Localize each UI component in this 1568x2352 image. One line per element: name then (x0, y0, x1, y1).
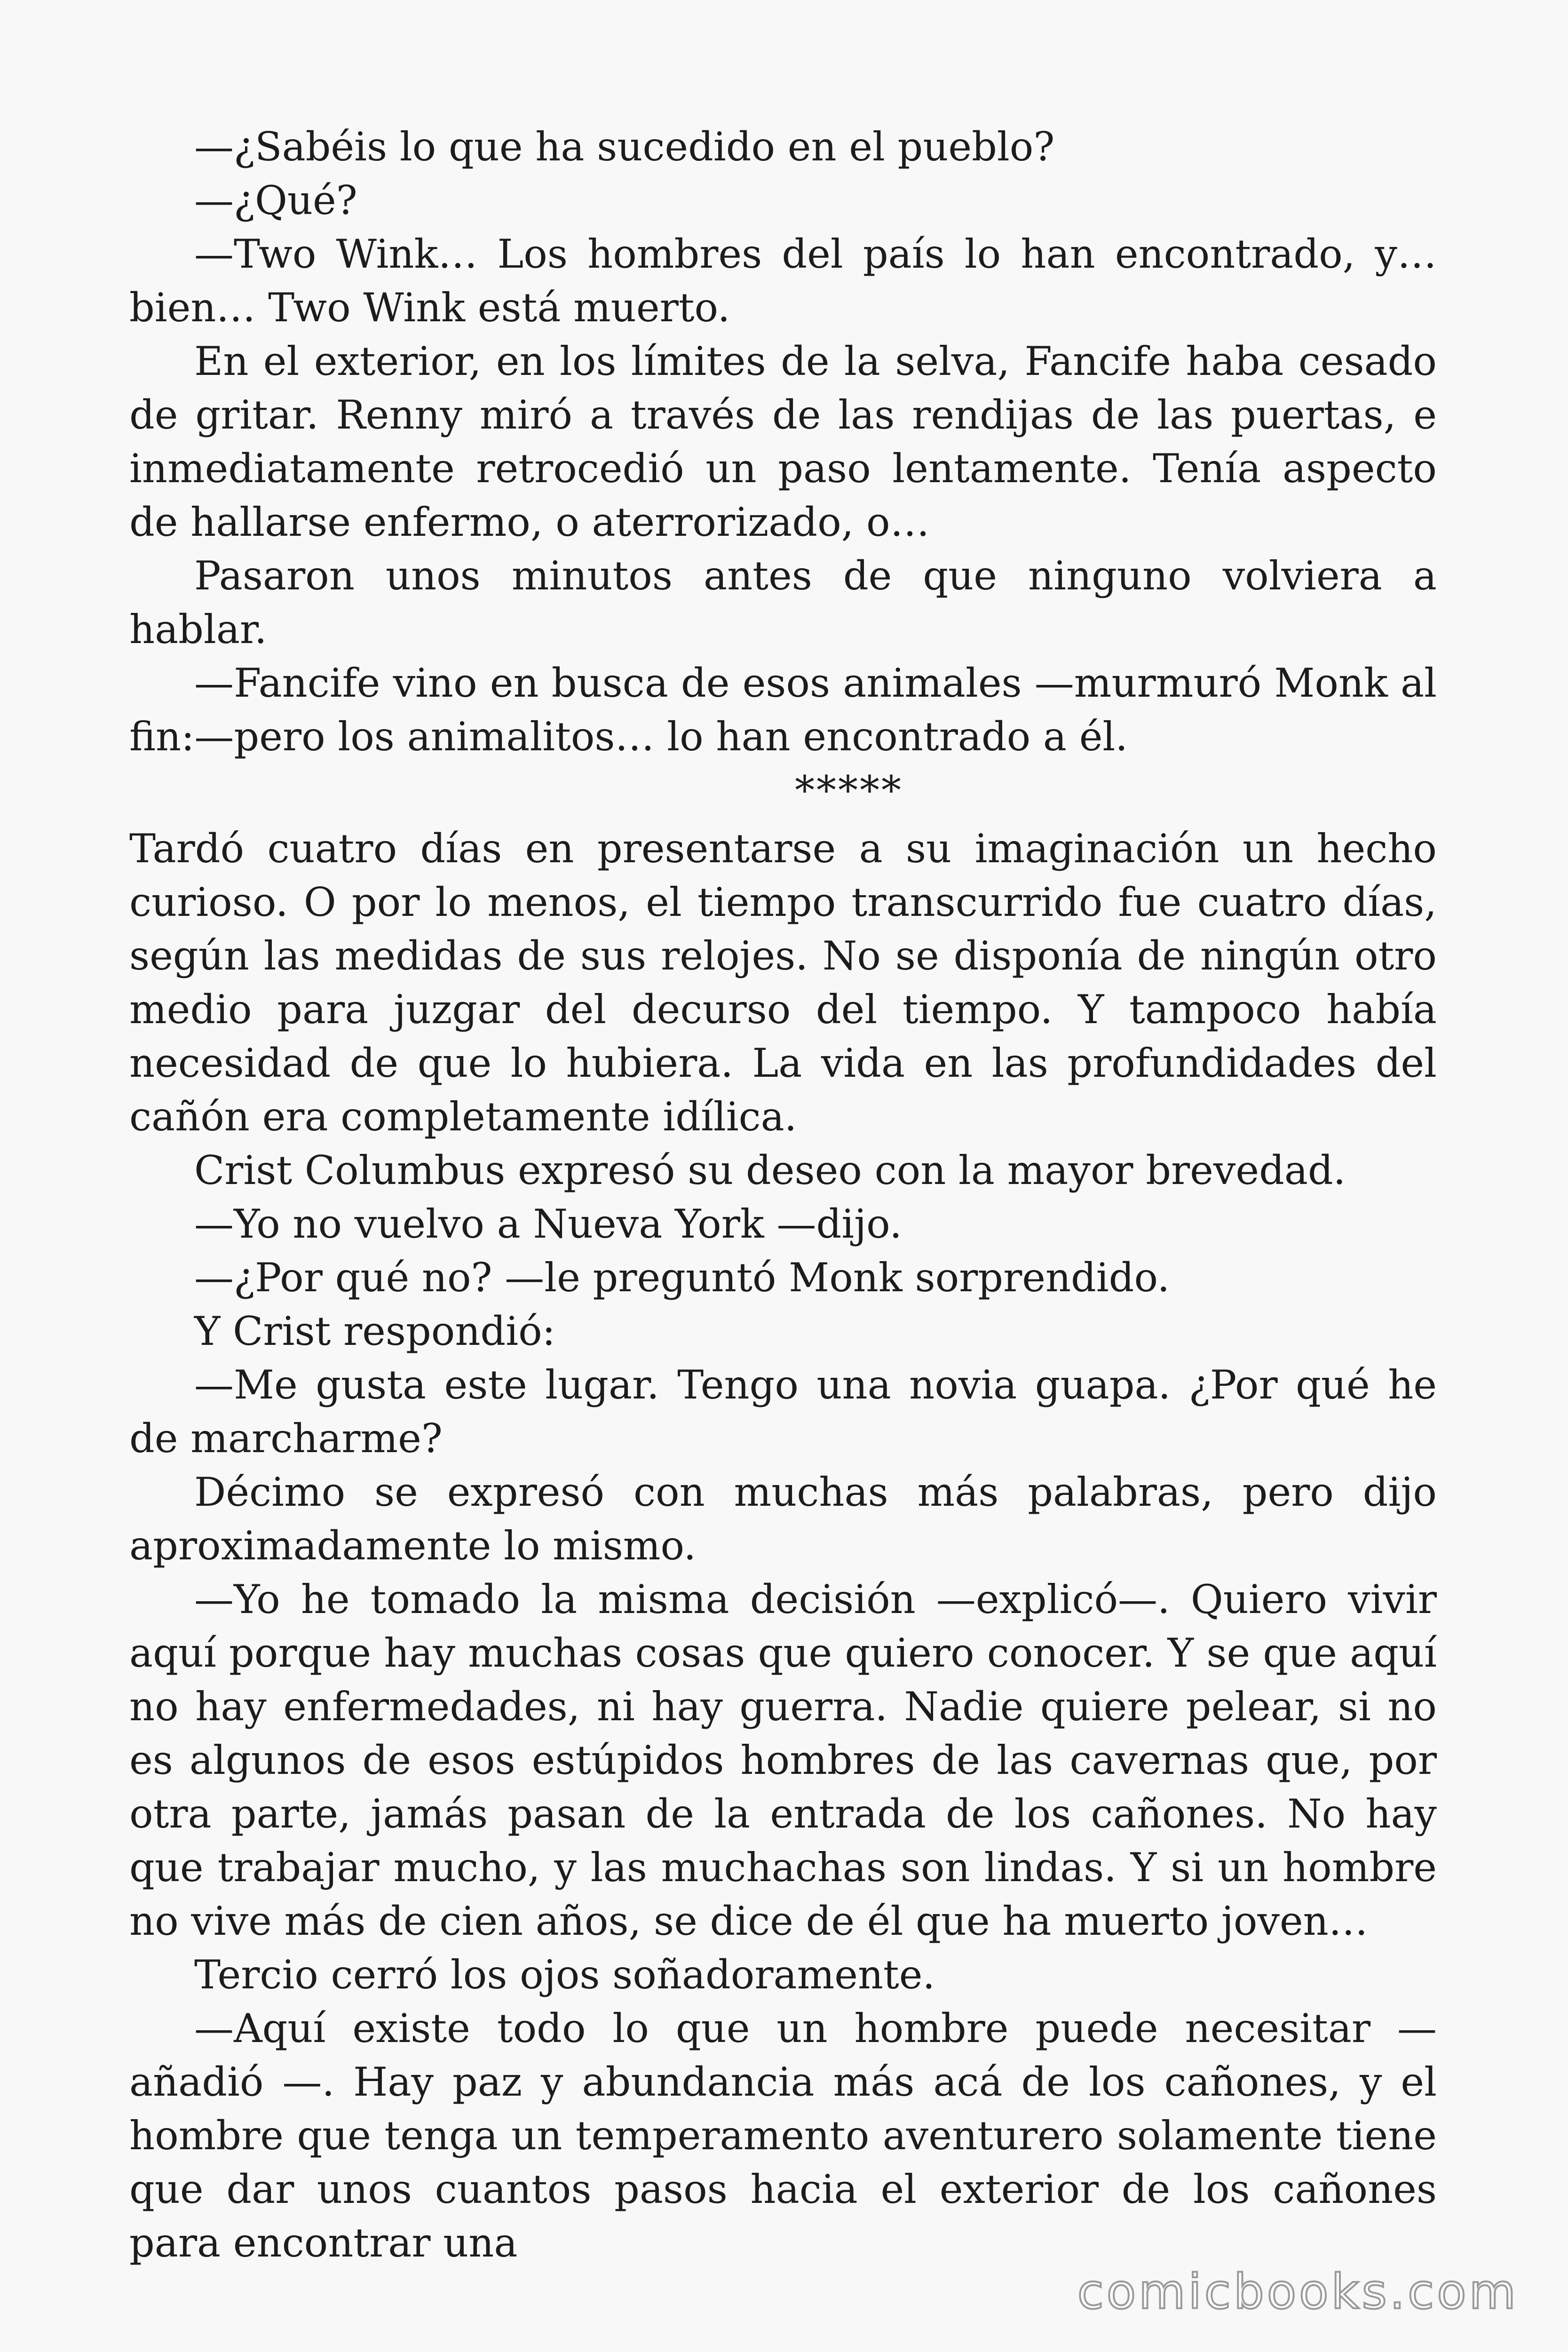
paragraph: —Yo he tomado la misma decisión —explicó—. Quiero vivir aquí porque hay muchas cosas que quiero conocer. Y se que aquí no hay enfermedades, ni hay guerra. Nadie quiere pelear, si no es algunos de esos estúpidos hombres de las cavernas que, por otra parte, jamás pasan de la entrada de los cañones. No hay que trabajar mucho, y las muchachas son lindas. Y si un hombre no vive más de cien años, se dice de él que ha muerto joven… (129, 1576, 1437, 1944)
section-separator: ***** (795, 767, 903, 813)
paragraph: Crist Columbus expresó su deseo con la mayor brevedad. (194, 1147, 1346, 1193)
paragraph: —¿Por qué no? —le preguntó Monk sorprendido. (194, 1255, 1170, 1301)
paragraph: —¿Sabéis lo que ha sucedido en el pueblo? (194, 124, 1055, 170)
paragraph: —Two Wink… Los hombres del país lo han encontrado, y… bien… Two Wink está muerto. (129, 231, 1437, 331)
paragraph: —¿Qué? (194, 177, 357, 223)
paragraph: Tercio cerró los ojos soñadoramente. (194, 1952, 935, 1998)
paragraph: Y Crist respondió: (194, 1308, 555, 1354)
paragraph: —Aquí existe todo lo que un hombre puede necesitar —añadió —. Hay paz y abundancia más acá de los cañones, y el hombre que tenga un temperamento aventurero solamente tiene que dar unos cuantos pasos hacia el exterior de los cañones para encontrar una (129, 2005, 1437, 2266)
paragraph: —Yo no vuelvo a Nueva York —dijo. (194, 1201, 902, 1247)
watermark-logo: comicbooks.com (1077, 2264, 1519, 2320)
paragraph: Décimo se expresó con muchas más palabras, pero dijo aproximadamente lo mismo. (129, 1469, 1437, 1569)
paragraph: —Me gusta este lugar. Tengo una novia guapa. ¿Por qué he de marcharme? (129, 1362, 1437, 1462)
paragraph: En el exterior, en los límites de la selva, Fancife haba cesado de gritar. Renny miró a través de las rendijas de las puertas, e inmediatamente retrocedió un paso lentamente. Tenía aspecto de hallarse enfermo, o aterrorizado, o… (129, 338, 1437, 545)
paragraph: Tardó cuatro días en presentarse a su imaginación un hecho curioso. O por lo menos, el tiempo transcurrido fue cuatro días, según las medidas de sus relojes. No se disponía de ningún otro medio para juzgar del decurso del tiempo. Y tampoco había necesidad de que lo hubiera. La vida en las profundidades del cañón era completamente idílica. (129, 826, 1437, 1140)
paragraph: Pasaron unos minutos antes de que ninguno volviera a hablar. (129, 553, 1437, 652)
body-text (129, 120, 1437, 2270)
paragraph: —Fancife vino en busca de esos animales —murmuró Monk al fin:—pero los animalitos… lo han encontrado a él. (129, 660, 1437, 760)
